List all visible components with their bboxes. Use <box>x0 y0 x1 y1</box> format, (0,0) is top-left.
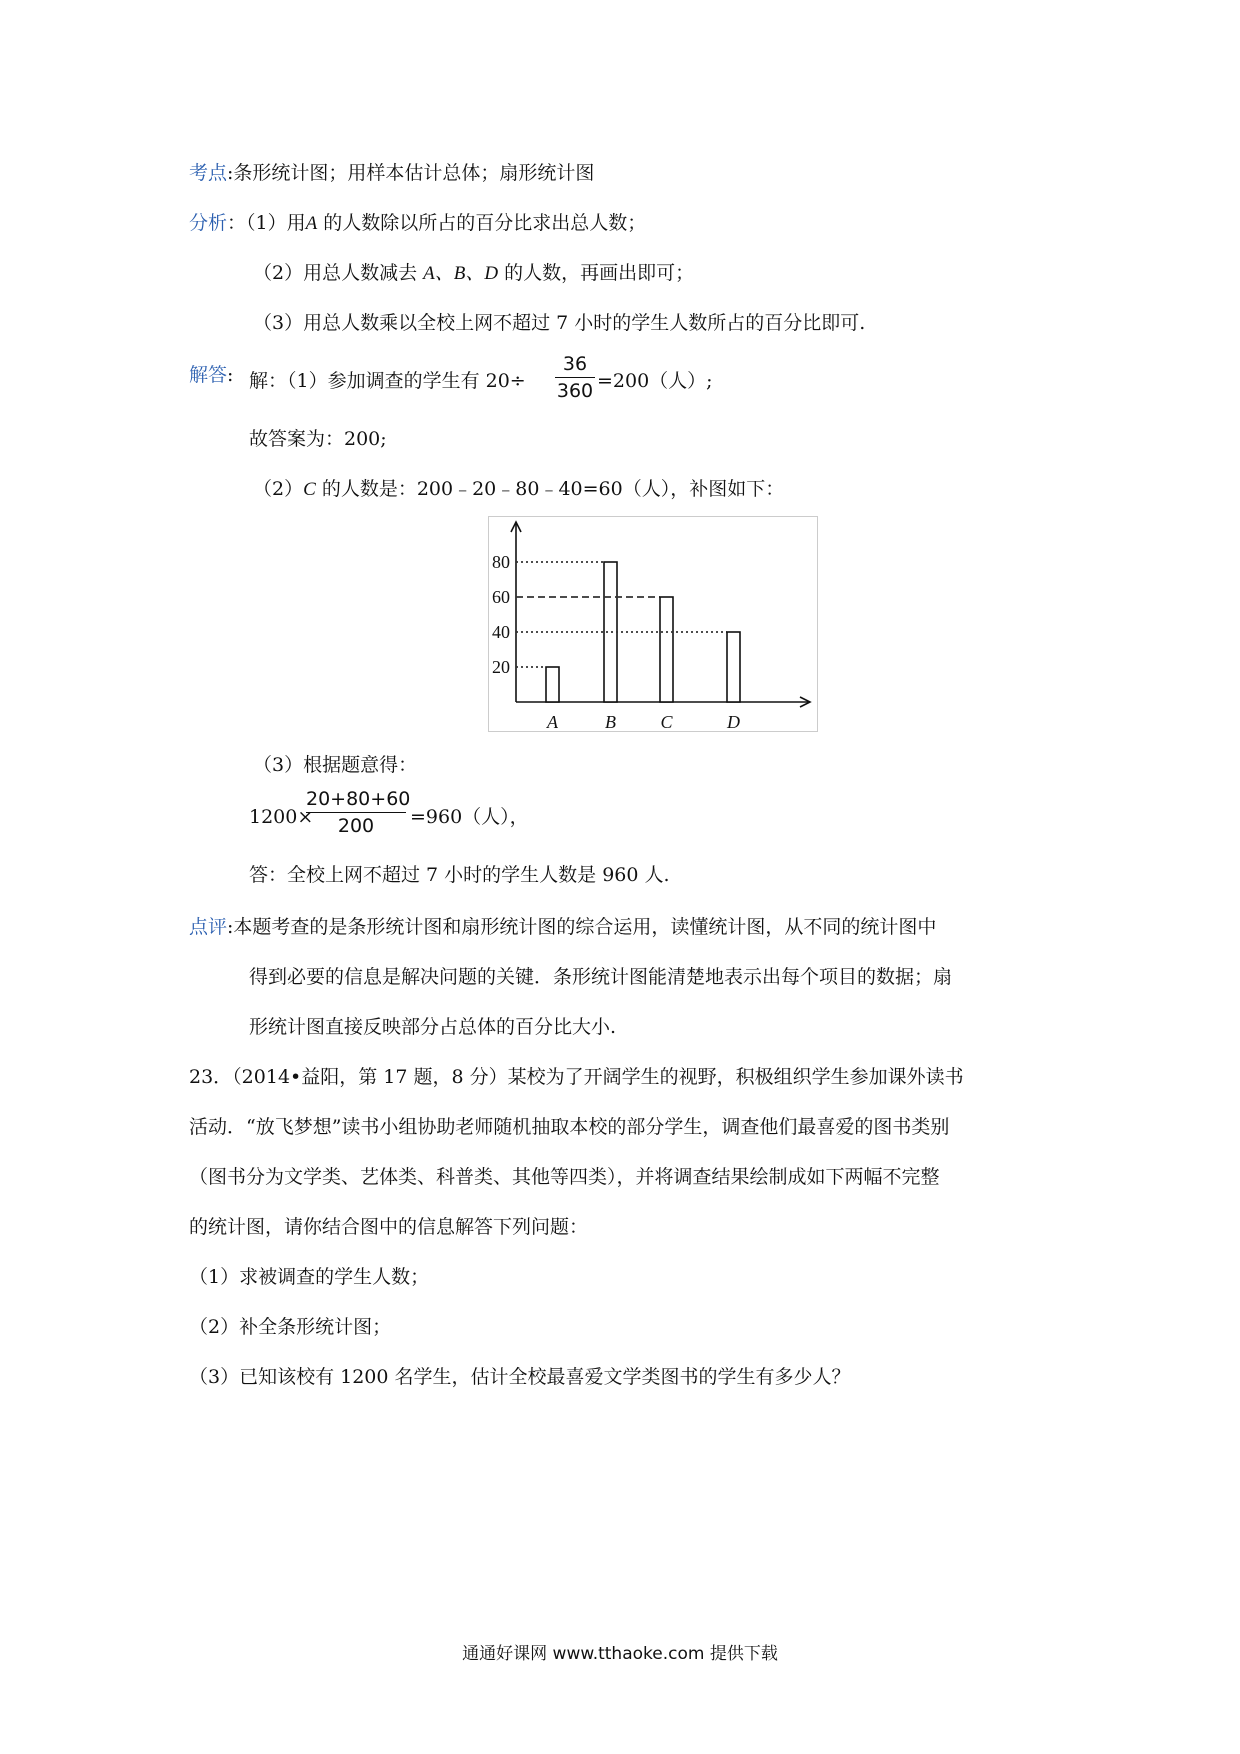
y-tick-label: 80 <box>492 552 510 572</box>
dianping-line-1 <box>189 918 936 937</box>
fraction2-bar <box>306 812 406 813</box>
q23-part-3: （3）已知该校有 1200 名学生，估计全校最喜爱文学类图书的学生有多少人？ <box>189 1366 851 1388</box>
dianping-label: 点评 <box>189 916 228 938</box>
q23-line-4: 的统计图，请你结合图中的信息解答下列问题： <box>189 1216 589 1238</box>
fenxi-l2-a: （2）用总人数减去 <box>253 262 418 284</box>
bar <box>546 667 559 702</box>
chart-frame <box>489 517 818 732</box>
fenxi-colon: ： <box>227 212 247 234</box>
jieda-label: 解答 <box>189 364 228 386</box>
x-tick-label: A <box>547 712 558 732</box>
q23-part-1: （1）求被调查的学生人数； <box>189 1266 430 1288</box>
x-tick-label: D <box>727 712 740 732</box>
bar <box>727 632 740 702</box>
fenxi-l2-b: 的人数，再画出即可； <box>504 262 695 284</box>
bar <box>604 562 617 702</box>
jieda-colon: : <box>227 364 234 386</box>
fenxi-l1-var: A <box>305 213 318 234</box>
fenxi-line-2 <box>253 264 694 283</box>
page-footer: 通通好课网 www.tthaoke.com 提供下载 <box>462 1644 778 1664</box>
fenxi-line-1 <box>189 214 646 233</box>
y-tick-label: 40 <box>492 622 510 642</box>
jieda-label-line <box>189 366 233 385</box>
fraction-bar <box>555 377 595 378</box>
jieda-l3-a: （2） <box>253 478 304 500</box>
x-tick-label: B <box>605 712 616 732</box>
bar <box>660 597 673 702</box>
dianping-line-2: 得到必要的信息是解决问题的关键．条形统计图能清楚地表示出每个项目的数据；扇 <box>249 966 953 988</box>
jieda-line-1b: =200（人）; <box>597 370 713 392</box>
bar-chart <box>488 516 818 732</box>
dianping-colon: : <box>227 916 234 938</box>
fenxi-l1-a: （1）用 <box>246 212 306 234</box>
kaodian-text: 条形统计图；用样本估计总体；扇形统计图 <box>233 162 595 184</box>
q23-line-1: 23．（2014•益阳，第 17 题，8 分）某校为了开阔学生的视野，积极组织学生参加课外读书 <box>189 1066 964 1088</box>
kaodian-label: 考点 <box>189 162 228 184</box>
fraction-numerator: 36 <box>562 353 588 375</box>
fraction-denominator: 360 <box>556 380 594 402</box>
dianping-line-3: 形统计图直接反映部分占总体的百分比大小. <box>249 1016 617 1038</box>
q23-part-2: （2）补全条形统计图； <box>189 1316 392 1338</box>
fenxi-l2-vars: A、B、D <box>423 263 499 284</box>
y-tick-label: 20 <box>492 657 510 677</box>
jieda-l3-var: C <box>303 479 316 500</box>
kaodian-line <box>189 164 594 183</box>
jieda-line-1a: 解：（1）参加调查的学生有 20÷ <box>249 370 526 392</box>
fenxi-label: 分析 <box>189 212 228 234</box>
jieda-line-4: （3）根据题意得： <box>253 754 418 776</box>
kaodian-colon: : <box>227 162 234 184</box>
dianping-l1: 本题考查的是条形统计图和扇形统计图的综合运用，读懂统计图，从不同的统计图中 <box>233 916 937 938</box>
jieda-line-5a: 1200× <box>249 806 314 828</box>
y-tick-label: 60 <box>492 587 510 607</box>
jieda-line-2: 故答案为：200; <box>249 428 387 450</box>
fenxi-line-3: （3）用总人数乘以全校上网不超过 7 小时的学生人数所占的百分比即可. <box>253 312 866 334</box>
x-tick-label: C <box>660 712 673 732</box>
q23-line-3: （图书分为文学类、艺体类、科普类、其他等四类），并将调查结果绘制成如下两幅不完整 <box>189 1166 940 1188</box>
jieda-line-5b: =960（人）， <box>410 806 529 828</box>
fraction-sum-over-200 <box>306 788 411 837</box>
fraction-36-360 <box>555 355 595 401</box>
q23-line-2: 活动．“放飞梦想”读书小组协助老师随机抽取本校的部分学生，调查他们最喜爱的图书类别 <box>189 1116 950 1138</box>
fraction2-numerator: 20+80+60 <box>306 788 411 810</box>
jieda-line-6: 答：全校上网不超过 7 小时的学生人数是 960 人. <box>249 864 670 886</box>
jieda-l3-b: 的人数是：200﹣20﹣80﹣40=60（人），补图如下： <box>321 478 785 500</box>
fraction2-denominator: 200 <box>337 815 375 837</box>
jieda-line-3 <box>253 480 784 499</box>
fenxi-l1-b: 的人数除以所占的百分比求出总人数； <box>323 212 647 234</box>
